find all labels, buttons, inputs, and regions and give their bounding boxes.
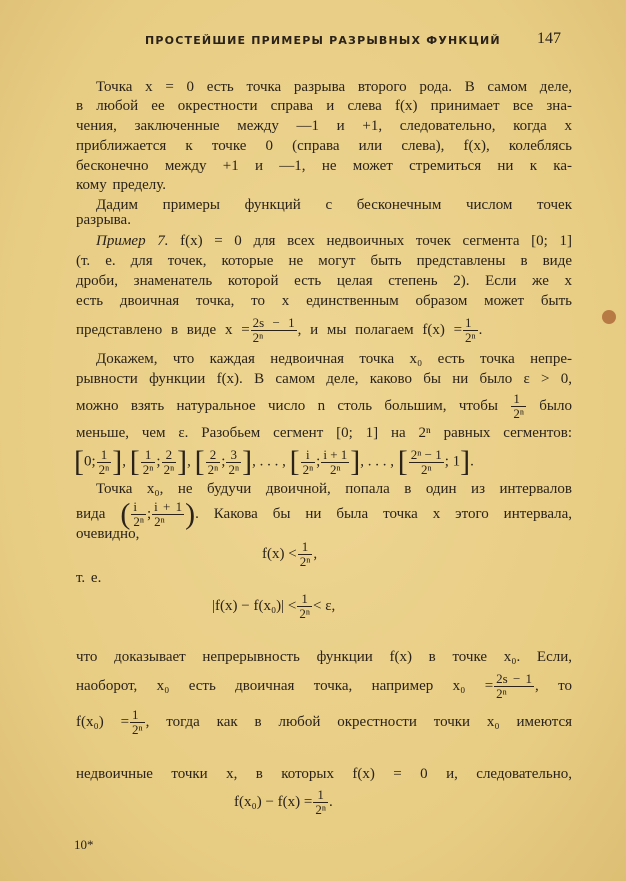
- example-line: [96, 232, 572, 250]
- text-line: рывности функции f(x). В самом деле, каково бы ни было ε > 0,: [76, 371, 572, 387]
- numerator: 2: [206, 448, 221, 463]
- fraction: [251, 316, 297, 345]
- text-line: [76, 392, 572, 421]
- denominator: 2ⁿ: [154, 514, 165, 529]
- denominator: 2ⁿ: [207, 461, 219, 477]
- fraction: [297, 592, 312, 621]
- text: представлено в виде x =: [76, 321, 250, 338]
- numerator: i: [131, 500, 146, 515]
- numerator: 1: [313, 788, 328, 803]
- text-line: [76, 708, 572, 737]
- inequality-1: [262, 540, 317, 569]
- text-line: кому пределу.: [76, 177, 166, 193]
- text: |f(x) − f(x₀)| <: [212, 597, 297, 614]
- numerator: i: [301, 448, 316, 463]
- segments-formula: [0; $\frac{1}{\text{2ⁿ}}$ ], [ $\frac{1}{\text{2ⁿ}}$ ; $\frac{2}{\text{2ⁿ}}$ ], [ $\frac{2}{\text{2ⁿ}}$ ; $\frac{3}{\text{2ⁿ}}$ ], . . . , [ $\frac{i}{\text{2ⁿ}}$ ; $\frac{i + 1}{\text{2ⁿ}}$ ], . . . , [ $\frac{\text{2ⁿ − 1}}{\text{2ⁿ}}$ ; 1].: [74, 445, 474, 478]
- text-line: есть двоичная точка, то x единственным образом может быть: [76, 293, 572, 309]
- text: , тогда как в любой окрестности точки x₀ имеются: [145, 713, 572, 730]
- fraction: [463, 316, 478, 345]
- inequality-2: [212, 592, 335, 621]
- text-line: т. е.: [76, 570, 102, 586]
- fraction: [298, 540, 313, 569]
- text: ;: [91, 453, 96, 470]
- denominator: 2ⁿ: [315, 802, 326, 817]
- denominator: 2ⁿ: [299, 554, 311, 569]
- text: ,: [187, 453, 191, 470]
- text: ;: [316, 453, 321, 470]
- text: было: [539, 397, 572, 414]
- text: , и мы полагаем f(x) =: [297, 321, 463, 338]
- paper-stain: [602, 310, 616, 324]
- text: .: [478, 321, 483, 338]
- text-line: Дадим примеры функций с бесконечным числом точек: [96, 197, 572, 213]
- text-line: недвоичные точки x, в которых f(x) = 0 и, следовательно,: [76, 766, 572, 782]
- text: ,: [122, 453, 127, 470]
- text: , . . . ,: [360, 453, 395, 470]
- fraction: [162, 448, 177, 477]
- denominator: 2ⁿ: [513, 406, 524, 421]
- fraction: [494, 672, 534, 701]
- text: f(x₀) =: [76, 713, 130, 730]
- numerator: 1: [463, 316, 478, 331]
- text: f(x₀) − f(x) =: [234, 793, 313, 810]
- text: ;: [221, 453, 226, 470]
- text-line: Точка x₀, не будучи двоичной, попала в один из интервалов: [96, 481, 572, 497]
- fraction: [409, 448, 444, 477]
- fraction: [226, 448, 241, 477]
- equation-3: [234, 788, 333, 817]
- text-line: (т. е. для точек, которые не могут быть представлены в виде: [76, 253, 572, 269]
- text: . Какова бы ни была точка x этого интервала,: [195, 505, 573, 522]
- denominator: 2ⁿ: [142, 461, 154, 477]
- numerator: 2: [162, 448, 177, 463]
- numerator: 2s − 1: [496, 671, 533, 686]
- denominator: 2ⁿ: [133, 514, 144, 529]
- fraction: [206, 448, 221, 477]
- text: наоборот, x₀ есть двоичная точка, например x₀ =: [76, 677, 494, 694]
- denominator: 2ⁿ: [98, 461, 110, 477]
- numerator: 1: [511, 392, 526, 407]
- text: .: [328, 793, 333, 810]
- text: ;: [146, 505, 152, 522]
- fraction: [511, 392, 526, 421]
- text-line: чения, заключенные между —1 и +1, следовательно, когда x: [76, 118, 572, 134]
- text-line: очевидно,: [76, 526, 140, 542]
- numerator: 3: [226, 448, 241, 463]
- text: , то: [535, 677, 572, 694]
- numerator: 2s − 1: [252, 315, 295, 330]
- fraction: [321, 448, 349, 477]
- fraction: [141, 448, 156, 477]
- text-line: что доказывает непрерывность функции f(x) в точке x₀. Если,: [76, 649, 572, 665]
- text: 0: [84, 453, 92, 470]
- text: f(x) = 0 для всех недвоичных точек сегмента [0; 1]: [168, 233, 572, 249]
- text-line: меньше, чем ε. Разобьем сегмент [0; 1] на 2ⁿ равных сегментов:: [76, 425, 572, 441]
- text: < ε,: [312, 597, 336, 614]
- text-line: приближается к точке 0 (справа или слева), f(x), колеблясь: [76, 138, 572, 154]
- text: ;: [444, 453, 449, 470]
- text-line: [76, 316, 572, 345]
- numerator: 1: [130, 708, 145, 723]
- text: ;: [156, 453, 161, 470]
- denominator: 2ⁿ: [163, 461, 175, 477]
- example-label: Пример 7.: [96, 233, 169, 249]
- denominator: 2ⁿ: [496, 686, 507, 701]
- text-line: дроби, знаменатель которой есть целая степень 2). Если же x: [76, 273, 572, 289]
- text: .: [470, 453, 474, 470]
- denominator: 2ⁿ: [228, 461, 240, 477]
- running-header: ПРОСТЕЙШИЕ ПРИМЕРЫ РАЗРЫВНЫХ ФУНКЦИЙ: [145, 34, 501, 47]
- signature-mark: 10*: [74, 837, 94, 852]
- text: ,: [313, 545, 318, 562]
- text: 1: [452, 453, 461, 470]
- text-line: Точка x = 0 есть точка разрыва второго рода. В самом деле,: [96, 79, 572, 95]
- numerator: i + 1: [323, 446, 348, 462]
- text-line: Докажем, что каждая недвоичная точка x₀ есть точка непре-: [96, 351, 572, 367]
- page-number: 147: [537, 30, 561, 47]
- denominator: 2ⁿ: [132, 722, 143, 737]
- text: , . . . ,: [252, 453, 286, 470]
- fraction: [97, 448, 112, 477]
- text-line: в любой ее окрестности справа и слева f(x) принимает все зна-: [76, 98, 572, 114]
- numerator: 1: [97, 448, 112, 463]
- numerator: 1: [297, 592, 312, 607]
- numerator: i + 1: [154, 499, 183, 514]
- denominator: 2ⁿ: [299, 606, 310, 621]
- denominator: 2ⁿ: [252, 330, 264, 345]
- numerator: 1: [298, 540, 313, 555]
- numerator: 1: [141, 448, 156, 463]
- text-line: вида ( $\frac{i}{\text{2ⁿ}}$ ; $\frac{i + 1}{\text{2ⁿ}}$ ). Какова бы ни была точка x этого интервала,: [76, 497, 573, 531]
- text-line: бесконечно между +1 и —1, не может стремиться ни к ка-: [76, 158, 572, 174]
- text-line: [76, 672, 572, 701]
- text-line: разрыва.: [76, 212, 131, 228]
- fraction: [313, 788, 328, 817]
- text: можно взять натуральное число n столь большим, чтобы: [76, 397, 498, 414]
- numerator: 2ⁿ − 1: [410, 446, 442, 462]
- denominator: 2ⁿ: [302, 461, 314, 477]
- text: вида: [76, 505, 106, 522]
- fraction: [301, 448, 316, 477]
- denominator: 2ⁿ: [420, 461, 432, 477]
- text: f(x) <: [262, 545, 297, 562]
- denominator: 2ⁿ: [465, 330, 476, 345]
- denominator: 2ⁿ: [330, 461, 341, 477]
- fraction: [130, 708, 145, 737]
